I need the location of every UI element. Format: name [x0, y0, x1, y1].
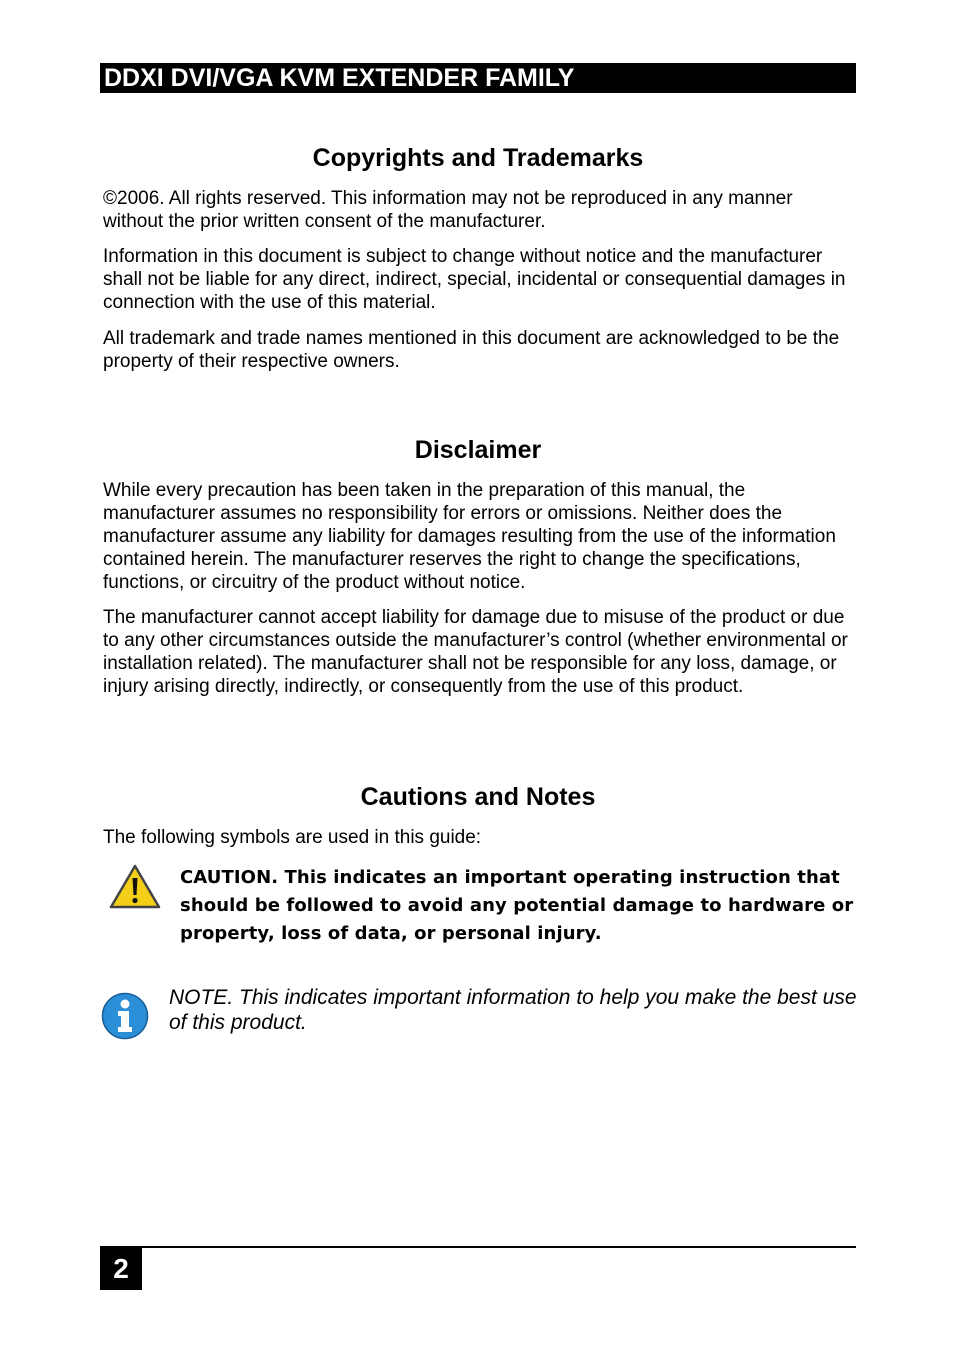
copyright-paragraph: ©2006. All rights reserved. This information may not be reproduced in any manner without the prior written consent of the manufacturer.: [103, 188, 793, 232]
copyright-heading: Copyrights and Trademarks: [312, 144, 644, 172]
cautions-intro: The following symbols are used in this guide:: [103, 827, 482, 848]
page-number: 2: [100, 1248, 142, 1290]
cautions-heading: Cautions and Notes: [360, 783, 596, 811]
caution-text: CAUTION. This indicates an important operating instruction that should be followed to avoid any potential damage to hardware or property, loss of data, or personal injury.: [180, 867, 854, 944]
running-header: [100, 63, 856, 93]
disclaimer-paragraph: While every precaution has been taken in the preparation of this manual, the manufacturer assumes no responsibility for errors or omissions. Neither does the manufacturer assume any liability for damages resulting from the use of the information contained herein. The manufacturer reserves the right to change the specifications, functions, or circuitry of the product without notice.: [103, 480, 836, 593]
footer-rule: [100, 1246, 856, 1248]
disclaimer-paragraph: The manufacturer cannot accept liability for damage due to misuse of the product or due to any other circumstances outside the manufacturer’s control (whether environmental or installation related). The manufacturer shall not be responsible for any loss, damage, or injury arising directly, indirectly, or consequently from the use of this product.: [103, 607, 848, 697]
info-icon: [101, 992, 149, 1040]
copyright-paragraph: Information in this document is subject to change without notice and the manufacturer shall not be liable for any direct, indirect, special, incidental or consequential damages in connection with the use of this material.: [103, 246, 846, 313]
disclaimer-heading: Disclaimer: [414, 436, 542, 464]
copyright-paragraph: All trademark and trade names mentioned in this document are acknowledged to be the property of their respective owners.: [103, 328, 840, 372]
warning-triangle-icon: [108, 863, 162, 911]
note-text: NOTE. This indicates important information to help you make the best use of this product.: [169, 986, 857, 1034]
header-title: DDXI DVI/VGA KVM EXTENDER FAMILY: [104, 64, 575, 92]
